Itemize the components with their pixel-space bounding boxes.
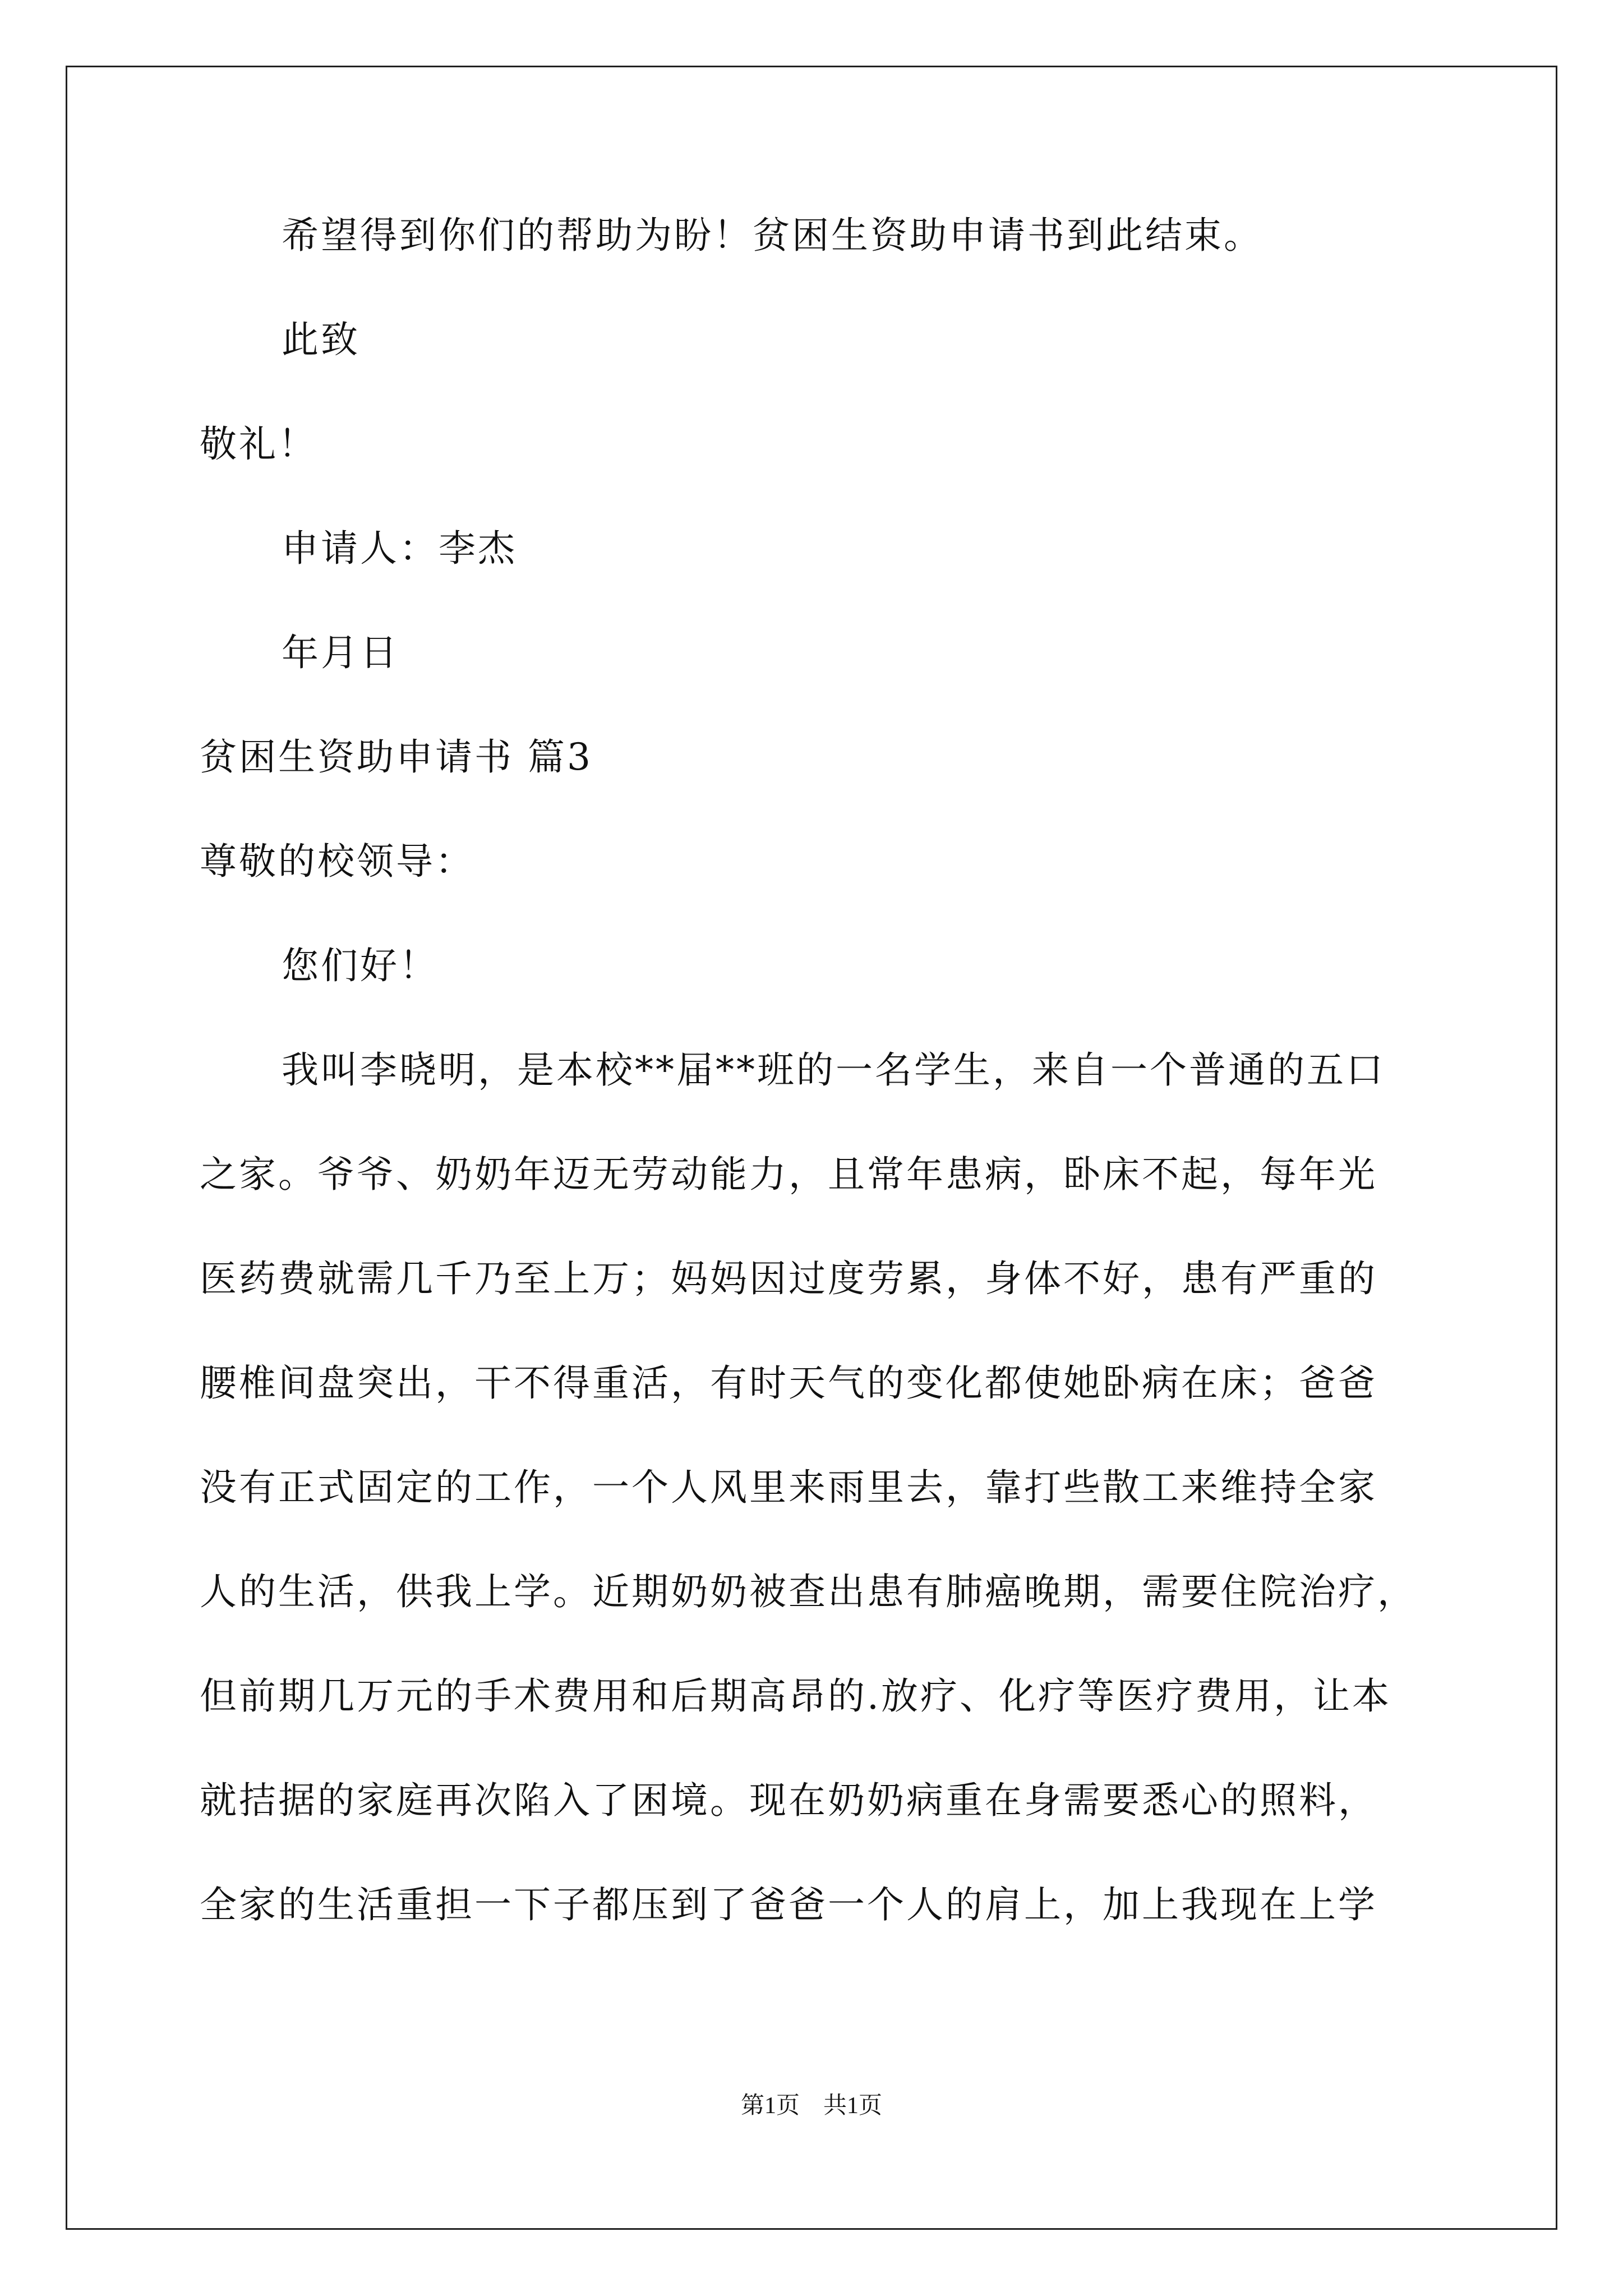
salutation-cizhi: 此致: [282, 318, 360, 361]
body-line-4: 腰椎间盘突出，干不得重活，有时天气的变化都使她卧病在床；爸爸: [200, 1361, 1377, 1405]
body-line-7: 但前期几万元的手术费用和后期高昂的.放疗、化疗等医疗费用，让本: [200, 1674, 1391, 1718]
closing-paragraph: 希望得到你们的帮助为盼！贫困生资助申请书到此结束。: [282, 214, 1263, 257]
body-line-9: 全家的生活重担一下子都压到了爸爸一个人的肩上，加上我现在上学: [200, 1883, 1377, 1926]
body-line-6: 人的生活，供我上学。近期奶奶被查出患有肺癌晚期，需要住院治疗，: [200, 1570, 1417, 1613]
page-footer: 第1页 共1页: [740, 2093, 882, 2119]
body-line-5: 没有正式固定的工作，一个人风里来雨里去，靠打些散工来维持全家: [200, 1466, 1377, 1509]
greeting: 您们好！: [282, 944, 439, 987]
body-line-1: 我叫李晓明，是本校**届**班的一名学生，来自一个普通的五口: [282, 1048, 1385, 1092]
salutation-jingli: 敬礼！: [200, 422, 317, 466]
body-line-8: 就拮据的家庭再次陷入了困境。现在奶奶病重在身需要悉心的照料，: [200, 1779, 1377, 1822]
date-line: 年月日: [282, 631, 399, 674]
body-line-2: 之家。爷爷、奶奶年迈无劳动能力，且常年患病，卧床不起，每年光: [200, 1153, 1377, 1196]
applicant-signature: 申请人：李杰: [282, 527, 517, 570]
addressee: 尊敬的校领导：: [200, 840, 474, 883]
body-line-3: 医药费就需几千乃至上万；妈妈因过度劳累，身体不好，患有严重的: [200, 1257, 1377, 1300]
section-heading: 贫困生资助申请书 篇3: [200, 735, 593, 779]
